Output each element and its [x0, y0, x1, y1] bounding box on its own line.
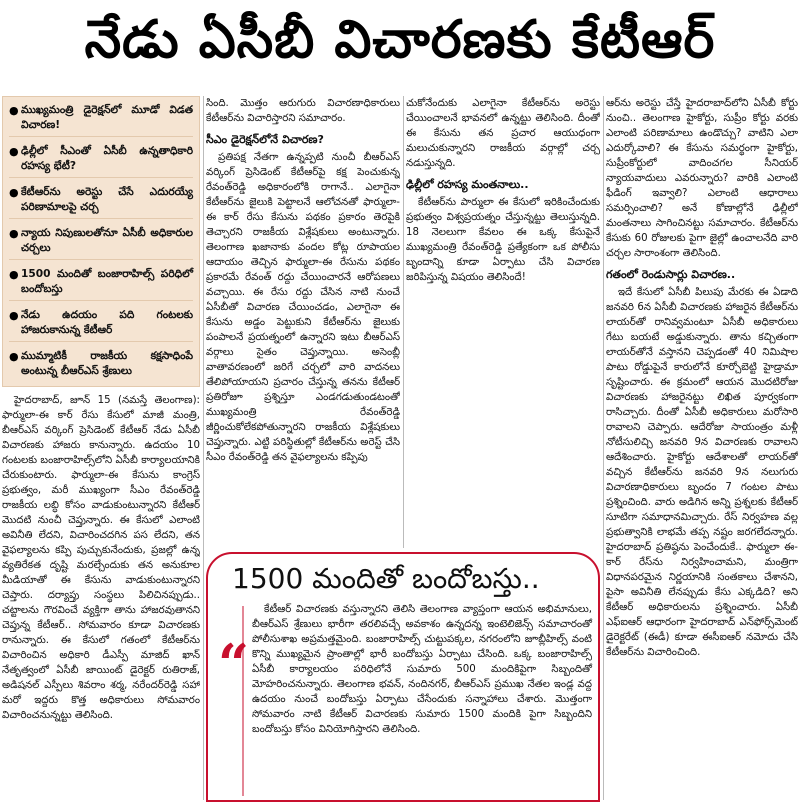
column-1	[2, 96, 200, 800]
column-2	[206, 96, 400, 548]
article-paragraph: హైదరాబాద్, జూన్ 15 (నమస్తే తెలంగాణ): ఫార్ములా-ఈ కార్ రేసు కేసులో మాజీ మంత్రి, బీఆర్ఎస్ వర్కింగ్ ప్రెసిడెంట్ కేటీఆర్ నేడు ఏసీబీ విచారణకు హాజరు కానున్నారు. ఉదయం 10 గంటలకు బంజారాహిల్స్‌లోని ఏసీబీ కార్యాలయానికి చేరుకుంటారు. ఫార్ములా-ఈ కేసును కాంగ్రెస్ ప్రభుత్వం, మరీ ముఖ్యంగా సీఎం రేవంత్‌రెడ్డి రాజకీయ లబ్ధి కోసం వాడుకుంటున్నారని కేటీఆర్ మొదటి నుంచీ చెప్తున్నారు. ఈ కేసులో ఎలాంటి అవినీతి లేదని, విచారించదగిన పస లేదని, తన వైఫల్యాలను కప్పి పుచ్చుకునేందుకు, ప్రజల్లో ఉన్న వ్యతిరేకత దృష్టి మరల్చేందుకు తన అనుకూల మీడియాతో ఈ కేసును వాడుకుంటున్నారని చెప్తారు. దర్యాప్తు సంస్థలు పిలిచినప్పుడు.. చట్టాలను గౌరవించే వ్యక్తిగా తాను హాజరవుతానని చెప్తున్న కేటీఆర్.. సోమవారం కూడా విచారణకు రానున్నారు. ఈ కేసులో గతంలో కేటీఆర్‌ను విచారించిన అధికారి డీఎస్పీ మాజిద్ ఖాన్ నేతృత్వంలో ఏసీబీ జాయింట్ డైరెక్టర్ రుతిరాజ్, అడిషనల్ ఎస్పీలు శివరాం శర్మ, నరేందర్‌రెడ్డి సహా మరో ఇద్దరు కొత్త అధికారులు సోమవారం విచారించనున్నట్టు తెలిసింది.	[2, 395, 200, 721]
security-callout-box	[206, 552, 600, 802]
bullet-icon: ●	[9, 309, 19, 322]
article-paragraph: ఆర్‌ను అరెస్టు చేస్తే హైదరాబాద్‌లోని ఏసీబీ కోర్టు నుంచి.. తెలంగాణ హైకోర్టు, సుప్రీం కోర్టు వరకు ఎలాంటి పరిణామాలు ఉండొచ్చు? వాటిని ఎలా ఎదుర్కోవాలి? ఈ కేసును సమర్థంగా హైకోర్టు, సుప్రీంకోర్టులో వాదించగల సీనియర్ న్యాయవాదులు ఎవరున్నారు? వారికి ఎలాంటి ఫీడింగ్ ఇవ్వాలి? ఎలాంటి ఆధారాలు సమర్పించాలి? అనే కోణాల్లోనే ఢిల్లీలో మంతనాలు సాగించినట్టు సమాచారం. కేటీఆర్‌ను కేసుకు 60 రోజులకు పైగా జైల్లో ఉంచాలనేది వారి చర్చల సారాంశంగా తెలిసింది.	[606, 98, 798, 259]
article-paragraph: సింది. మొత్తం ఆరుగురు విచారణాధికారులు కేటీఆర్‌ను విచారిస్తారని సమాచారం.	[206, 98, 400, 124]
highlights-box	[2, 96, 200, 387]
subheading: సీఎం డైరెక్షన్‌లోనే విచారణ?	[206, 133, 324, 146]
highlight-item: ● కేటీఆర్‌ను అరెస్టు చేసే ఎదురయ్యే పరిణామాలపై చర్చ	[9, 185, 193, 219]
bullet-icon: ●	[9, 268, 19, 281]
article-paragraph: ప్రతిపక్ష నేతగా ఉన్నప్పటి నుంచీ బీఆర్ఎస్ వర్కింగ్ ప్రెసిడెంట్ కేటీఆర్‌పై కక్ష పెంచుకున్న రేవంత్‌రెడ్డి అధికారంలోకి రాగానే.. ఎలాగైనా కేటీఆర్‌ను జైలుకి పెట్టాలనే ఆలోచనతో ఫార్ములా-ఈ కార్ రేసు కేసును పథకం ప్రకారం తెరపైకి తెచ్చారని రాజకీయ విశ్లేషకులు అంటున్నారు. తెలంగాణ ఖజానాకు వందల కోట్ల రూపాయల ఆదాయం తెచ్చిన ఫార్ములా-ఈ రేసును పథకం ప్రకారమే రేవంత్ రద్దు చేయించారనే ఆరోపణలు వచ్చాయి. ఈ రేసు రద్దు చేసిన నాటి నుంచే ఏసీబీతో విచారణ చేయించడం, ఎలాగైనా ఈ కేసును అడ్డం పెట్టుకుని కేటీఆర్‌ను జైలుకు పంపాలనే ప్రయత్నంలో ఉన్నారని ఇటు బీఆర్ఎస్ వర్గాలు సైతం చెప్తున్నాయి. అసెంబ్లీ వాతావరణంలో జరిగే చర్చలో వారి వాదనలు తేలిపోయాయని ప్రచారం చేస్తున్న తనను కేటీఆర్ ప్రతిరోజూ ప్రశ్నిస్తూ ఎండగడుతుండటంతో ముఖ్యమంత్రి రేవంత్‌రెడ్డి జీర్ణించుకోలేకపోతున్నారని రాజకీయ విశ్లేషకులు చెప్తున్నారు. ఎట్టి పరిస్థితుల్లో కేటీఆర్‌ను అరెస్ట్ చేసి సీఎం రేవంత్‌రెడ్డి తన వైఫల్యాలను కప్పిపు	[206, 152, 400, 463]
highlight-item: ● 1500 మందితో బంజారాహిల్స్ పరిధిలో బందోబస్తు	[9, 267, 193, 301]
bullet-icon: ●	[9, 186, 19, 199]
highlight-item: ● న్యాయ నిపుణులతోనూ ఏసీబీ అధికారుల చర్చలు	[9, 226, 193, 260]
column-divider	[403, 96, 404, 548]
highlight-item: ● ముమ్మాటికీ రాజకీయ కక్షసాధింపే అంటున్న బీఆర్ఎస్ శ్రేణులు	[9, 350, 193, 377]
column-3	[406, 96, 600, 548]
bullet-icon: ●	[9, 227, 19, 240]
column-4	[606, 96, 798, 800]
article-paragraph: కేటీఆర్‌ను పార్ములా ఈ కేసులో ఇరికించేందుకు ప్రభుత్వం విశ్వప్రయత్నం చేస్తున్నట్టు తెలుస్తున్నది. 18 నెలలుగా కేవలం ఈ ఒక్క కేసుపైనే ముఖ్యమంత్రి రేవంత్‌రెడ్డి ప్రత్యేకంగా ఒక పోలీసు బృందాన్ని కూడా ఏర్పాటు చేసి విచారణ జరిపిస్తున్న విషయం తెలిసిందే!	[406, 197, 600, 283]
quote-icon: “	[218, 632, 250, 696]
bullet-icon: ●	[9, 145, 19, 158]
article-paragraph: చుకోనేందుకు ఎలాగైనా కేటీఆర్‌ను అరెస్టు చేయించాలనే భావనలో ఉన్నట్టు తెలిసింది. దీంతో ఈ కేసును తన ప్రచార ఆయుధంగా మలుచుకున్నారని రాజకీయ వర్గాల్లో చర్చ నడుస్తున్నది.	[406, 98, 600, 169]
bullet-icon: ●	[9, 104, 19, 117]
article-paragraph: ఇదే కేసులో ఏసీబీ పిలుపు మేరకు ఈ ఏడాది జనవరి 6న ఏసీబీ విచారణకు హాజరైన కేటీఆర్‌ను లాయర్‌తో రానివ్వమంటూ ఏసీబీ అధికారులు గేటు బయటే అడ్డుకున్నారు. తాను కచ్చితంగా లాయర్‌తోనే వస్తానని చెప్పడంతో 40 నిమిషాల పాటు రోడ్డుపైనే కారులోనే కూర్చోబెట్టి హైడ్రామా సృష్టించారు. ఈ క్రమంలో ఆయన మొదటిరోజు విచారణకు హాజరైనట్టు లిఖిత పూర్వకంగా రాసిచ్చారు. దీంతో ఏసీబీ అధికారులు మరోసారి రావాలని చెప్పారు. ఆదేరోజు సాయంత్రం మళ్లీ నోటీసులిచ్చి జనవరి 9న విచారణకు రావాలని ఆదేశించారు. హైకోర్టు ఆదేశాలతో లాయర్‌తో వచ్చిన కేటీఆర్‌ను జనవరి 9న నలుగురు విచారణాధికారులు బృందం 7 గంటల పాటు ప్రశ్నించింది. వారు అడిగిన అన్ని ప్రశ్నలకు కేటీఆర్ సూటిగా సమాధానమిచ్చారు. రేస్ నిర్వహణ వల్ల ప్రభుత్వానికి లాభమే తప్ప నష్టం జరగలేదన్నారు. హైదరాబాద్ ప్రతిష్ఠను పెంచేందుకే.. ఫార్ములా ఈ-కార్ రేస్‌ను నిర్వహించామని, మంత్రిగా విధానపరమైన నిర్ణయానికి సంతకాలు చేశానని, పైసా అవినీతి లేనప్పుడు కేసు ఎక్కడిది? అని కేటీఆర్ అధికారులను ప్రశ్నించారు. ఏసీబీ ఎఫ్ఐఆర్ ఆధారంగా హైదరాబాద్ ఎన్‌ఫోర్స్‌మెంట్ డైరెక్టరేట్ (ఈడీ) కూడా ఈసీఐఆర్ నమోదు చేసి కేటీఆర్‌ను విచారించింది.	[606, 287, 798, 658]
highlight-item: ● నేడు ఉదయం పది గంటలకు హాజరుకానున్న కేటీఆర్	[9, 308, 193, 342]
column-divider	[603, 96, 604, 800]
bullet-icon: ●	[9, 350, 19, 363]
column-divider	[203, 96, 204, 800]
callout-title: 1500 మందితో బందోబస్తు..	[232, 562, 540, 595]
highlight-item: ● ముఖ్యమంత్రి డైరెక్షన్‌లో మూడో విడత విచారణ!	[9, 103, 193, 137]
callout-paragraph: కేటీఆర్ విచారణకు వస్తున్నారని తెలిసి తెలంగాణ వ్యాప్తంగా ఆయన అభిమానులు, బీఆర్ఎస్ శ్రేణులు భారీగా తరలివచ్చే అవకాశం ఉన్నదన్న ఇంటెలిజెన్స్ సమాచారంతో పోలీసుశాఖ అప్రమత్తమైంది. బంజారాహిల్స్ చుట్టుపక్కల, నగరంలోని జూబ్లీహిల్స్ వంటి కొన్ని ముఖ్యమైన ప్రాంతాల్లో భారీ బందోబస్తు ఏర్పాటు చేసింది. ఒక్క బంజారాహిల్స్ ఏసీబీ కార్యాలయం పరిధిలోనే సుమారు 500 మందికిపైగా సిబ్బందితో మోహరించనున్నారు. తెలంగాణ భవన్, నందినగర్, బీఆర్ఎస్ ప్రముఖ నేతల ఇండ్ల వద్ద ఉదయం నుంచే బందోబస్తు ఏర్పాటు చేసేందుకు సన్నాహాలు చేశారు. మొత్తంగా సోమవారం నాటి కేటీఆర్ విచారణకు సుమారు 1500 మందికి పైగా సిబ్బందిని బందోబస్తు కోసం వినియోగిస్తారని తెలిసింది.	[252, 604, 592, 735]
subheading: ఢిల్లీలో రహస్య మంతనాలు..	[406, 178, 529, 191]
headline: నేడు ఏసీబీ విచారణకు కేటీఆర్	[84, 9, 716, 70]
callout-body	[252, 602, 592, 737]
subheading: గతంలో రెండుసార్లు విచారణ..	[606, 268, 736, 281]
highlight-item: ● ఢిల్లీలో సీఎంతో ఏసీబీ ఉన్నతాధికారి రహస్య భేటీ?	[9, 144, 193, 178]
